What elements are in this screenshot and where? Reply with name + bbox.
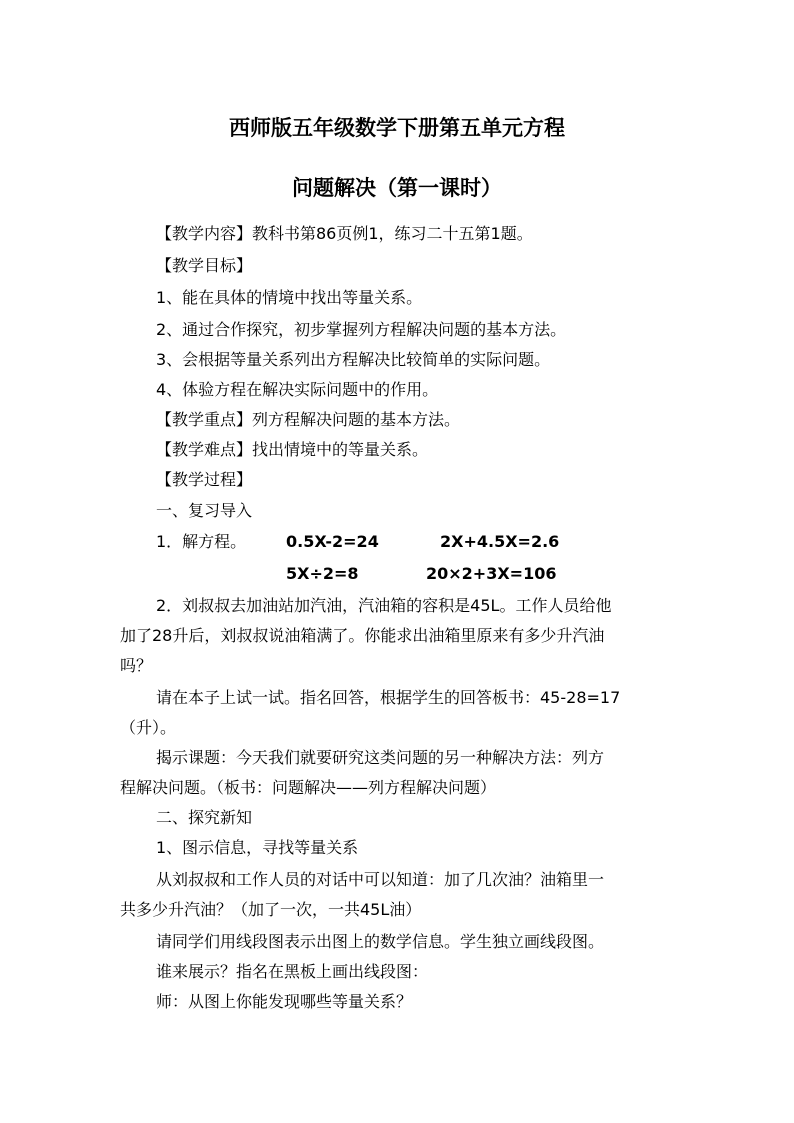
- teacher-question: 师：从图上你能发现哪些等量关系？: [156, 992, 413, 1011]
- process-heading: 【教学过程】: [156, 470, 253, 489]
- goal-3: 3、会根据等量关系列出方程解决比较简单的实际问题。: [156, 350, 551, 369]
- show-instruction: 谁来展示？指名在黑板上画出线段图：: [156, 962, 429, 981]
- section-review: 一、复习导入: [156, 501, 253, 520]
- problem-2-line-3: 吗？: [120, 656, 153, 675]
- goal-2: 2、通过合作探究，初步掌握列方程解决问题的基本方法。: [156, 320, 567, 339]
- reveal-line-1: 揭示课题：今天我们就要研究这类问题的另一种解决方法：列方: [156, 748, 605, 767]
- problem-2-line-1: 2．刘叔叔去加油站加汽油，汽油箱的容积是45L。工作人员给他: [156, 596, 612, 615]
- reveal-line-2: 程解决问题。（板书：问题解决——列方程解决问题）: [120, 778, 497, 797]
- equation-1: 0.5X-2=24: [286, 532, 379, 551]
- document-subtitle: 问题解决（第一课时）: [292, 175, 502, 200]
- goal-heading: 【教学目标】: [156, 256, 253, 275]
- draw-instruction: 请同学们用线段图表示出图上的数学信息。学生独立画线段图。: [156, 932, 605, 951]
- dialog-line-1: 从刘叔叔和工作人员的对话中可以知道：加了几次油？油箱里一: [156, 870, 605, 889]
- goal-1: 1、能在具体的情境中找出等量关系。: [156, 288, 423, 307]
- document-title: 西师版五年级数学下册第五单元方程: [229, 115, 565, 140]
- teaching-content: 【教学内容】教科书第86页例1，练习二十五第1题。: [156, 224, 533, 243]
- equation-2: 2X+4.5X=2.6: [440, 532, 560, 551]
- try-line-1: 请在本子上试一试。指名回答，根据学生的回答板书：45-28=17: [156, 688, 621, 707]
- section-explore: 二、探究新知: [156, 808, 253, 827]
- dialog-line-2: 共多少升汽油？（加了一次，一共45L油）: [120, 900, 422, 919]
- try-line-2: （升）。: [120, 718, 177, 737]
- difficulty: 【教学难点】找出情境中的等量关系。: [156, 440, 429, 459]
- key-point: 【教学重点】列方程解决问题的基本方法。: [156, 410, 461, 429]
- equation-3: 5X÷2=8: [286, 564, 359, 583]
- solve-label: 1．解方程。: [156, 532, 247, 551]
- subsection-1: 1、图示信息，寻找等量关系: [156, 838, 359, 857]
- problem-2-line-2: 加了28升后，刘叔叔说油箱满了。你能求出油箱里原来有多少升汽油: [120, 626, 605, 645]
- goal-4: 4、体验方程在解决实际问题中的作用。: [156, 380, 439, 399]
- equation-4: 20×2+3X=106: [426, 564, 557, 583]
